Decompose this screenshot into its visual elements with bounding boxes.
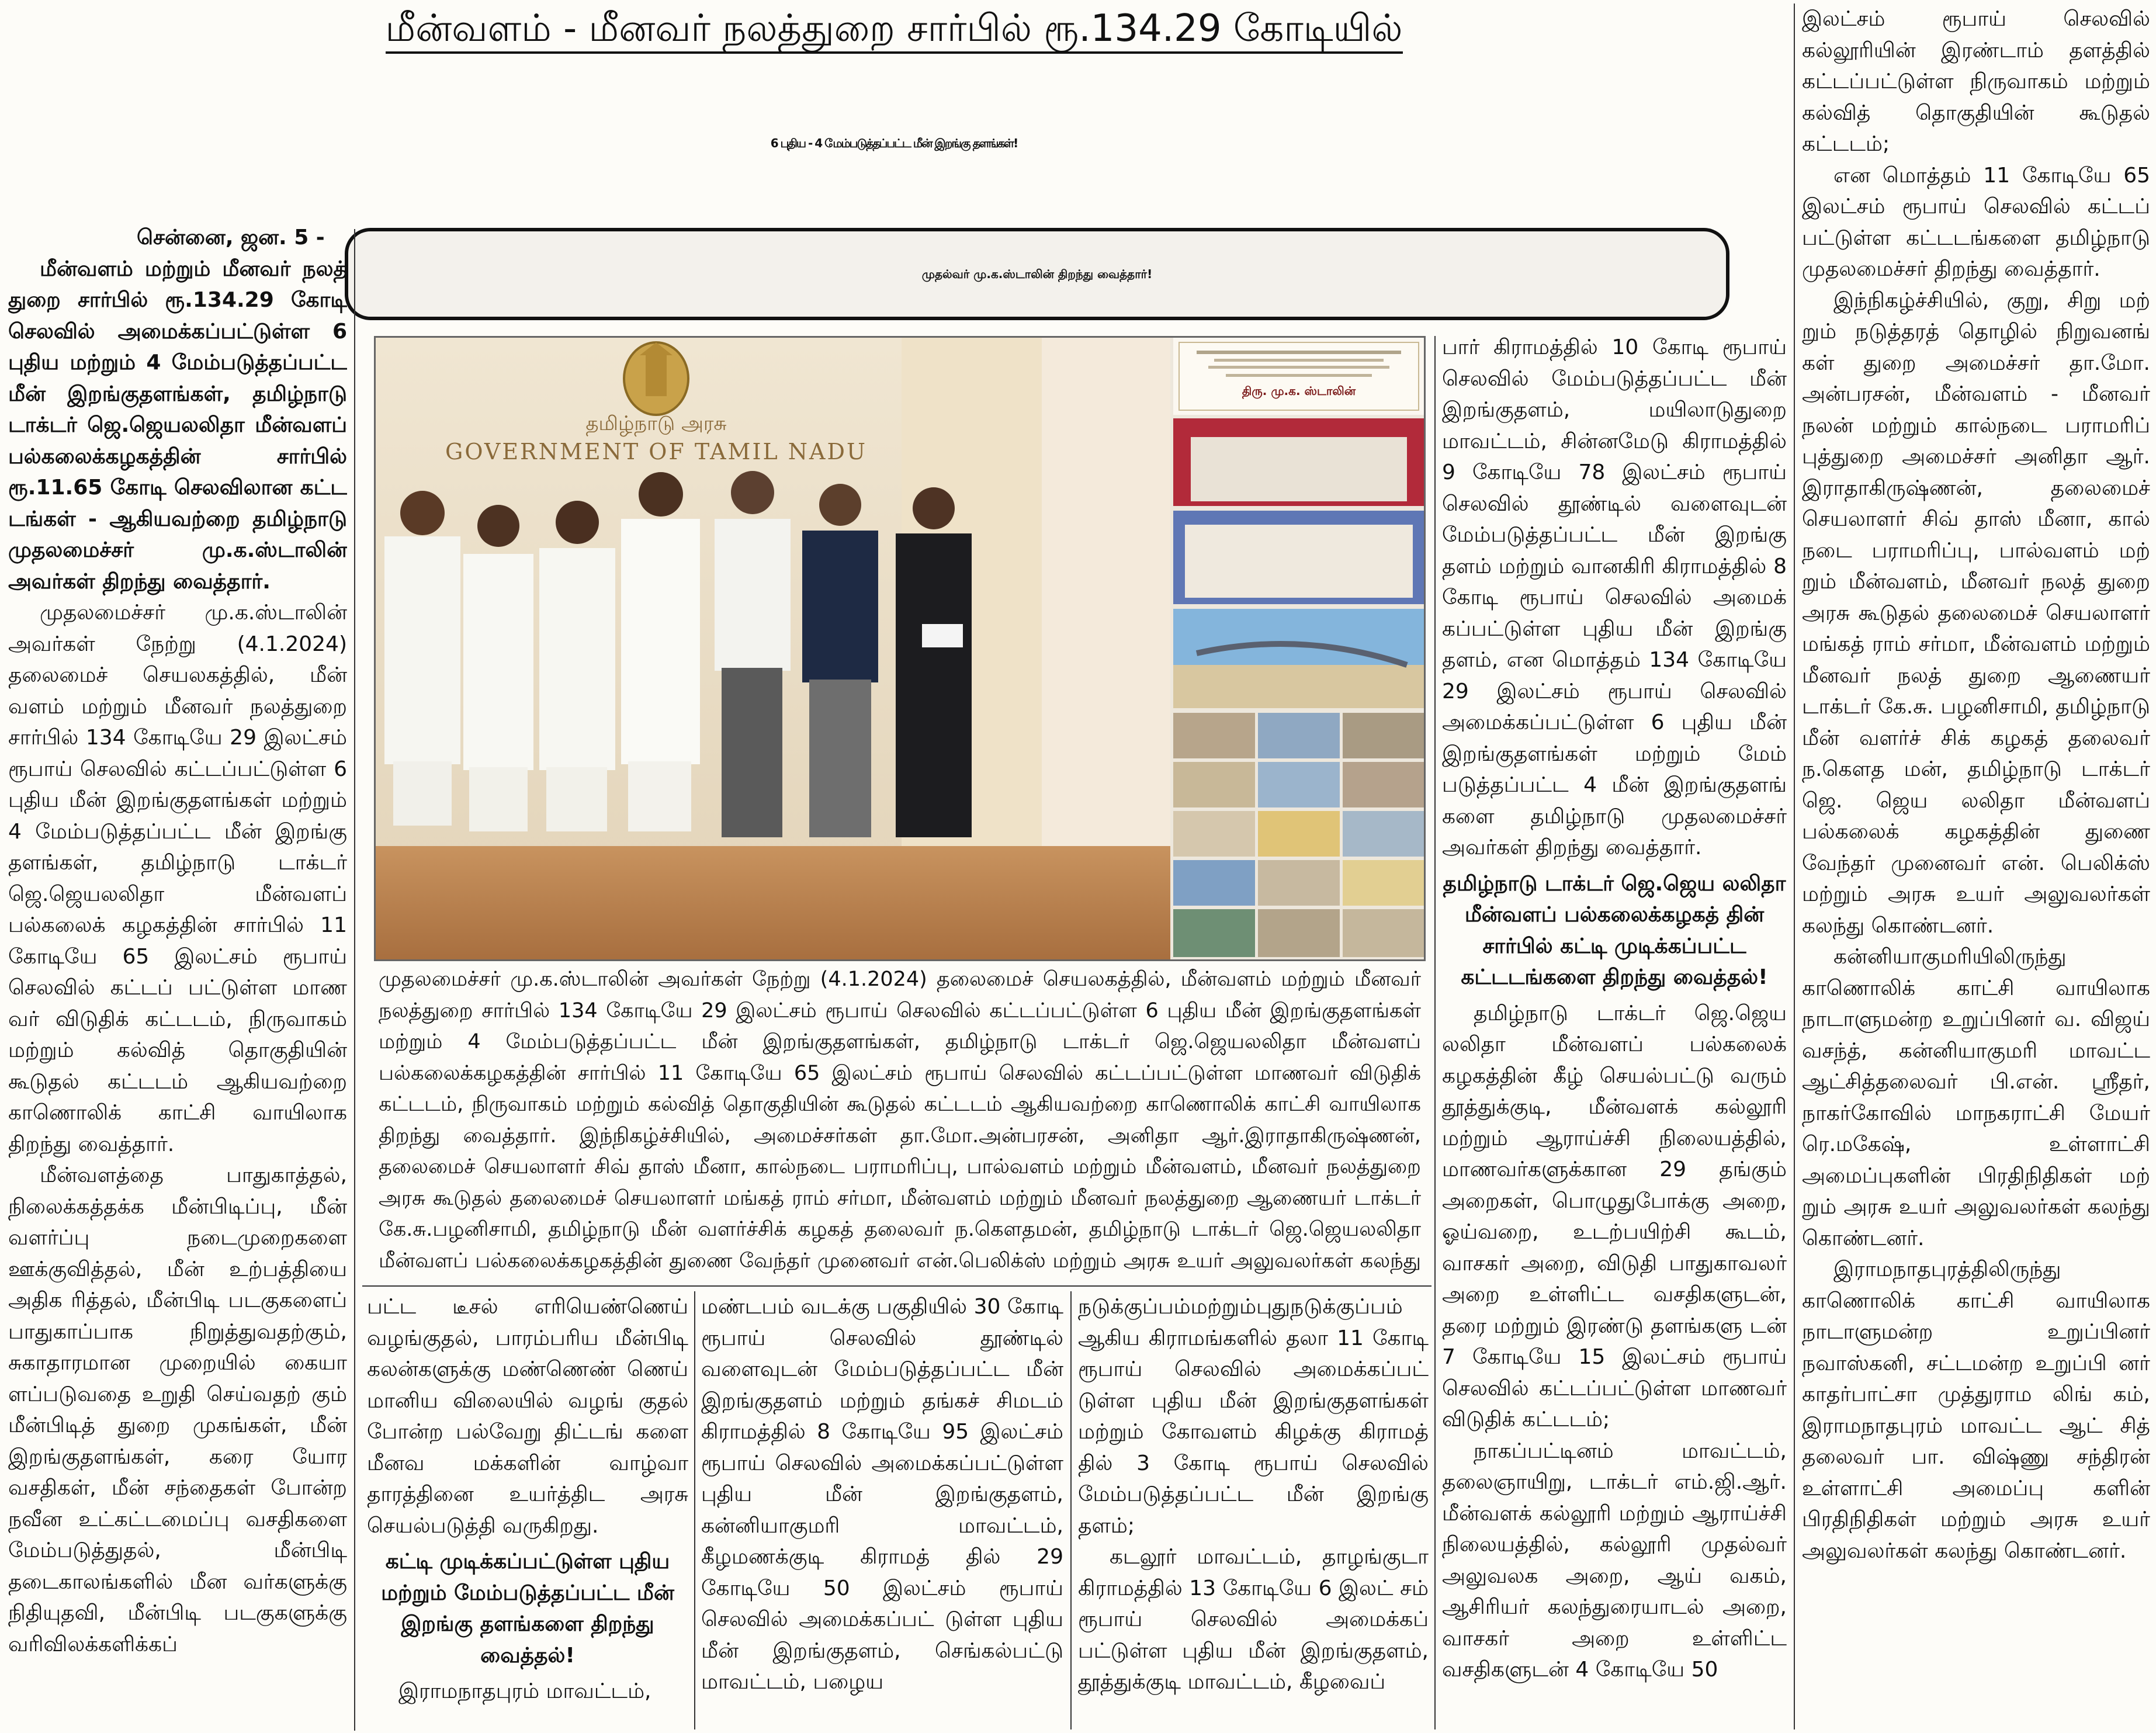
column-3: [701, 1291, 1063, 1729]
column-1: [8, 222, 347, 1729]
person-figure: [715, 471, 791, 837]
column-rule: [1070, 1291, 1072, 1729]
person-figure: [896, 487, 972, 837]
body-paragraph: இராமநாதபுரம் மாவட்டம்,: [398, 1679, 651, 1703]
body-paragraph: நாகப்பட்டினம் மாவட்டம், தலைஞாயிறு, டாக்டர் எம்.ஜி.ஆர். மீன்வளக் கல்லூரி மற்றும் ஆராய்ச்சி நிலையத்தில், கல்லூரி முதல்வர் அலுவலக அறை, ஆய் வகம், ஆசிரியர் கலந்துரையாடல் அறை, வாசகர் அறை உள்ளிட்ட வசதிகளுடன் 4 கோடியே 50: [1442, 1439, 1787, 1682]
body-paragraph: முதலமைச்சர் மு.க.ஸ்டாலின் அவர்கள் நேற்று (4.1.2024) தலைமைச் செயலகத்தில், மீன் வளம் மற்றும் மீனவர் நலத்துறை சார்பில் 134 கோடியே 29 இலட்சம் ரூபாய் செலவில் கட்டப்பட்டுள்ள 6 புதிய மீன் இறங்குதளங்கள் மற்றும் 4 மேம்படுத்தப்பட்ட மீன் இறங்கு தளங்கள், தமிழ்நாடு டாக்டர் ஜெ.ஜெயலலிதா மீன்வளப் பல்கலைக் கழகத்தின் சார்பில் 11 கோடியே 65 இலட்சம் ரூபாய் செலவில் கட்டப் பட்டுள்ள மாண வர் விடுதிக் கட்டடம், நிருவாகம் மற்றும் கல்வித் தொகுதியின் கூடுதல் கட்டடம் ஆகியவற்றை காணொலிக் காட்சி வாயிலாக திறந்து வைத்தார்.: [8, 601, 347, 1156]
dateline: சென்னை, ஜன. 5 -: [137, 226, 325, 249]
body-paragraph: கன்னியாகுமரியிலிருந்து காணொலிக் காட்சி வாயிலாக நாடாளுமன்ற உறுப்பினர் வ. விஜய் வசந்த், கன்னியாகுமரி மாவட்ட ஆட்சித்தலைவர் பி.என். ஸ்ரீதர், நாகர்கோவில் மாநகராட்சி மேயர் ரெ.மகேஷ், உள்ளாட்சி அமைப்புகளின் பிரதிநிதிகள் மற் றும் அரசு உயர் அலுவலர்கள் கலந்து கொண்டனர்.: [1802, 945, 2150, 1250]
photo-caption: முதலமைச்சர் மு.க.ஸ்டாலின் அவர்கள் நேற்று (4.1.2024) தலைமைச் செயலகத்தில், மீன்வளம் மற்றும் மீனவர் நலத்துறை சார்பில் 134 கோடியே 29 இலட்சம் ரூபாய் செலவில் கட்டப்பட்டுள்ள 6 புதிய மீன் இறங்குதளங்கள் மற்றும் 4 மேம்படுத்தப்பட்ட மீன் இறங்குதளங்கள், தமிழ்நாடு டாக்டர் ஜெ.ஜெயலலிதா மீன்வளப் பல்கலைக்கழகத்தின் சார்பில் 11 கோடியே 65 இலட்சம் ரூபாய் செலவில் கட்டப்பட்டுள்ள மாணவர் விடுதிக் கட்டடம், நிருவாகம் மற்றும் கல்வித் தொகுதியின் கூடுதல் கட்டடம் ஆகியவற்றை காணொலிக் காட்சி வாயிலாக திறந்து வைத்தார். இந்நிகழ்ச்சியில், அமைச்சர்கள் தா.மோ.அன்பரசன், அனிதா ஆர்.இராதாகிருஷ்ணன், தலைமைச் செயலாளர் சிவ் தாஸ் மீனா, கால்நடை பராமரிப்பு, பால்வளம் மற்றும் மீன்வளம், மீனவர் நலத்துறை அரசு கூடுதல் தலைமைச் செயலாளர் மங்கத் ராம் சர்மா, மீன்வளம் மற்றும் மீனவர் நலத்துறை ஆணையர் டாக்டர் கே.சு.பழனிசாமி, தமிழ்நாடு மீன் வளர்ச்சிக் கழகத் தலைவர் ந.கௌதமன், தமிழ்நாடு டாக்டர் ஜெ.ஜெயலலிதா மீன்வளப் பல்கலைக்கழகத்தின் துணை வேந்தர் முனைவர் என்.பெலிக்ஸ் மற்றும் அரசு உயர் அலுவலர்கள் கலந்து: [379, 968, 1421, 1273]
person-figure: [621, 472, 700, 831]
body-paragraph: பட்ட டீசல் எரியெண்ணெய் வழங்குதல், பாரம்பரிய மீன்பிடி கலன்களுக்கு மண்ணெண் ணெய் மானிய விலையில் வழங் குதல் போன்ற பல்வேறு திட்டங் களை மீனவ மக்களின் வாழ்வா தாரத்தினை உயர்த்திட அரசு செயல்படுத்தி வருகிறது.: [367, 1295, 688, 1538]
column-rule: [354, 229, 355, 1731]
photo-frame: [374, 336, 1426, 961]
emblem-text: தமிழ்நாடு அரசு: [585, 412, 727, 435]
event-photo: [376, 338, 1170, 959]
body-paragraph: கடலூர் மாவட்டம், தாழங்குடா கிராமத்தில் 13 கோடியே 6 இலட் சம் ரூபாய் செலவில் அமைக்கப் பட்டுள்ள புதிய மீன் இறங்குதளம், தூத்துக்குடி மாவட்டம், கீழவைப்: [1078, 1545, 1429, 1694]
photo-collage: [1173, 338, 1424, 959]
body-paragraph: நடுக்குப்பம்மற்றும்புதுநடுக்குப்பம் ஆகிய கிராமங்களில் தலா 11 கோடி ரூபாய் செலவில் அமைக்கப்பட் டுள்ள புதிய மீன் இறங்குதளங்கள் மற்றும் கோவளம் கிழக்கு கிராமத் தில் 3 கோடி ரூபாய் செலவில் மேம்படுத்தப்பட்ட மீன் இறங்கு தளம்;: [1078, 1295, 1429, 1538]
column-rule: [1434, 336, 1436, 1729]
body-paragraph: இந்நிகழ்ச்சியில், குறு, சிறு மற் றும் நடுத்தரத் தொழில் நிறுவனங் கள் துறை அமைச்சர் தா.மோ. அன்பரசன், மீன்வளம் - மீனவர் நலன் மற்றும் கால்நடை பராமரிப் புத்துறை அமைச்சர் அனிதா ஆர். இராதாகிருஷ்ணன், தலைமைச் செயலாளர் சிவ் தாஸ் மீனா, கால் நடை பராமரிப்பு, பால்வளம் மற் றும் மீன்வளம், மீனவர் நலத் துறை அரசு கூடுதல் தலைமைச் செயலாளர் மங்கத் ராம் சர்மா, மீன்வளம் மற்றும் மீனவர் நலத் துறை ஆணையர் டாக்டர் கே.சு. பழனிசாமி, தமிழ்நாடு மீன் வளர்ச் சிக் கழகத் தலைவர் ந.கௌத மன், தமிழ்நாடு டாக்டர் ஜெ. ஜெய லலிதா மீன்வளப் பல்கலைக் கழகத்தின் துணை வேந்தர் முனைவர் என். பெலிக்ஸ் மற்றும் அரசு உயர் அலுவலர்கள் கலந்து கொண்டனர்.: [1802, 288, 2150, 938]
lead-paragraph: மீன்வளம் மற்றும் மீனவர் நலத் துறை சார்பில் ரூ.134.29 கோடி செலவில் அமைக்கப்பட்டுள்ள 6 புதிய மற்றும் 4 மேம்படுத்தப்பட்ட மீன் இறங்குதளங்கள், தமிழ்நாடு டாக்டர் ஜெ.ஜெயலலிதா மீன்வளப் பல்கலைக்கழகத்தின் சார்பில் ரூ.11.65 கோடி செலவிலான கட்ட டங்கள் - ஆகியவற்றை தமிழ்நாடு முதலமைச்சர் மு.க.ஸ்டாலின் அவர்கள் திறந்து வைத்தார்.: [8, 257, 347, 594]
section-subhead: தமிழ்நாடு டாக்டர் ஜெ.ஜெய லலிதா மீன்வளப் பல்கலைக்கழகத் தின் சார்பில் கட்டி முடிக்கப்பட்ட கட்டடங்களை திறந்து வைத்தல்!: [1443, 871, 1786, 989]
column-rule: [694, 1291, 695, 1729]
column-5: [1442, 332, 1787, 1729]
wall-text: GOVERNMENT OF TAMIL NADU: [445, 439, 867, 465]
body-paragraph: இராமநாதபுரத்திலிருந்து காணொலிக் காட்சி வாயிலாக நாடாளுமன்ற உறுப்பினர் நவாஸ்கனி, சட்டமன்ற உறுப்பி னர் காதர்பாட்சா முத்துராம லிங் கம், இராமநாதபுரம் மாவட்ட ஆட் சித் தலைவர் பா. விஷ்ணு சந்திரன் உள்ளாட்சி அமைப்பு களின் பிரதிநிதிகள் மற்றும் அரசு உயர் அலுவலர்கள் கலந்து கொண்டனர்.: [1802, 1257, 2150, 1563]
body-paragraph: பார் கிராமத்தில் 10 கோடி ரூபாய் செலவில் மேம்படுத்தப்பட்ட மீன் இறங்குதளம், மயிலாடுதுறை மாவட்டம், சின்னமேடு கிராமத்தில் 9 கோடியே 78 இலட்சம் ரூபாய் செலவில் தூண்டில் வளைவுடன் மேம்படுத்தப்பட்ட மீன் இறங்கு தளம் மற்றும் வானகிரி கிராமத்தில் 8 கோடி ரூபாய் செலவில் அமைக் கப்பட்டுள்ள புதிய மீன் இறங்கு தளம், என மொத்தம் 134 கோடியே 29 இலட்சம் ரூபாய் செலவில் அமைக்கப்பட்டுள்ள 6 புதிய மீன் இறங்குதளங்கள் மற்றும் மேம் படுத்தப்பட்ட 4 மீன் இறங்குதளங் களை தமிழ்நாடு முதலமைச்சர் அவர்கள் திறந்து வைத்தார்.: [1442, 335, 1787, 859]
main-headline: 6 புதிய - 4 மேம்படுத்தப்பட்ட மீன் இறங்கு தளங்கள்!: [770, 136, 1018, 150]
person-figure: [539, 501, 615, 831]
kicker-text: மீன்வளம் - மீனவர் நலத்துறை சார்பில் ரூ.134.29 கோடியில்: [386, 7, 1403, 54]
caption-rule: [362, 1285, 1431, 1287]
column-4: [1078, 1291, 1429, 1729]
kicker-line: [240, 4, 1548, 54]
body-paragraph: மீன்வளத்தை பாதுகாத்தல், நிலைக்கத்தக்க மீன்பிடிப்பு, மீன் வளர்ப்பு நடைமுறைகளை ஊக்குவித்தல், மீன் உற்பத்தியை அதிக ரித்தல், மீன்பிடி படகுகளைப் பாதுகாப்பாக நிறுத்துவதற்கும், சுகாதாரமான முறையில் கையா ளப்படுவதை உறுதி செய்வதற் கும் மீன்பிடித் துறை முகங்கள், மீன் இறங்குதளங்கள், கரை யோர வசதிகள், மீன் சந்தைகள் போன்ற நவீன உட்கட்டமைப்பு வசதிகளை மேம்படுத்துதல், மீன்பிடி தடைகாலங்களில் மீன வர்களுக்கு நிதியுதவி, மீன்பிடி படகுகளுக்கு வரிவிலக்களிக்கப்: [8, 1163, 347, 1656]
column-rule: [1794, 4, 1795, 1729]
body-paragraph: மண்டபம் வடக்கு பகுதியில் 30 கோடி ரூபாய் செலவில் தூண்டில் வளைவுடன் மேம்படுத்தப்பட்ட மீன் இறங்குதளம் மற்றும் தங்கச் சிமடம் கிராமத்தில் 8 கோடியே 95 இலட்சம் ரூபாய் செலவில் அமைக்கப்பட்டுள்ள புதிய மீன் இறங்குதளம், கன்னியாகுமரி மாவட்டம், கீழமணக்குடி கிராமத் தில் 29 கோடியே 50 இலட்சம் ரூபாய் செலவில் அமைக்கப்பட் டுள்ள புதிய மீன் இறங்குதளம், செங்கல்பட்டு மாவட்டம், பழைய: [701, 1295, 1063, 1694]
body-paragraph: தமிழ்நாடு டாக்டர் ஜெ.ஜெய லலிதா மீன்வளப் பல்கலைக் கழகத்தின் கீழ் செயல்பட்டு வரும் தூத்துக்குடி, மீன்வளக் கல்லூரி மற்றும் ஆராய்ச்சி நிலையத்தில், மாணவர்களுக்கான 29 தங்கும் அறைகள், பொழுதுபோக்கு அறை, ஓய்வறை, உடற்பயிற்சி கூடம், வாசகர் அறை, விடுதி பாதுகாவலர் அறை உள்ளிட்ட வசதிகளுடன், தரை மற்றும் இரண்டு தளங்களு டன் 7 கோடியே 15 இலட்சம் ரூபாய் செலவில் கட்டப்பட்டுள்ள மாணவர் விடுதிக் கட்டடம்;: [1442, 1001, 1787, 1432]
tamil-nadu-emblem-icon: [624, 342, 688, 415]
person-figure: [384, 491, 460, 826]
subhead-banner: முதல்வர் மு.க.ஸ்டாலின் திறந்து வைத்தார்!: [345, 228, 1729, 320]
invitation-name: திரு. மு.க. ஸ்டாலின்: [1242, 384, 1356, 398]
column-6: [1802, 4, 2150, 1729]
body-paragraph: இலட்சம் ரூபாய் செலவில் கல்லூரியின் இரண்டாம் தளத்தில் கட்டப்பட்டுள்ள நிருவாகம் மற்றும் கல்வித் தொகுதியின் கூடுதல் கட்டடம்;: [1802, 7, 2150, 156]
person-figure: [802, 484, 878, 837]
site-photo-grid: [1173, 713, 1424, 957]
column-2: [367, 1291, 688, 1729]
invitation-card: [1179, 342, 1419, 410]
body-paragraph: என மொத்தம் 11 கோடியே 65 இலட்சம் ரூபாய் செலவில் கட்டப் பட்டுள்ள கட்டடங்களை தமிழ்நாடு முதலமைச்சர் திறந்து வைத்தார்.: [1802, 163, 2150, 281]
section-subhead: கட்டி முடிக்கப்பட்டுள்ள புதிய மற்றும் மேம்படுத்தப்பட்ட மீன் இறங்கு தளங்களை திறந்து வைத்தல்!: [381, 1550, 674, 1668]
